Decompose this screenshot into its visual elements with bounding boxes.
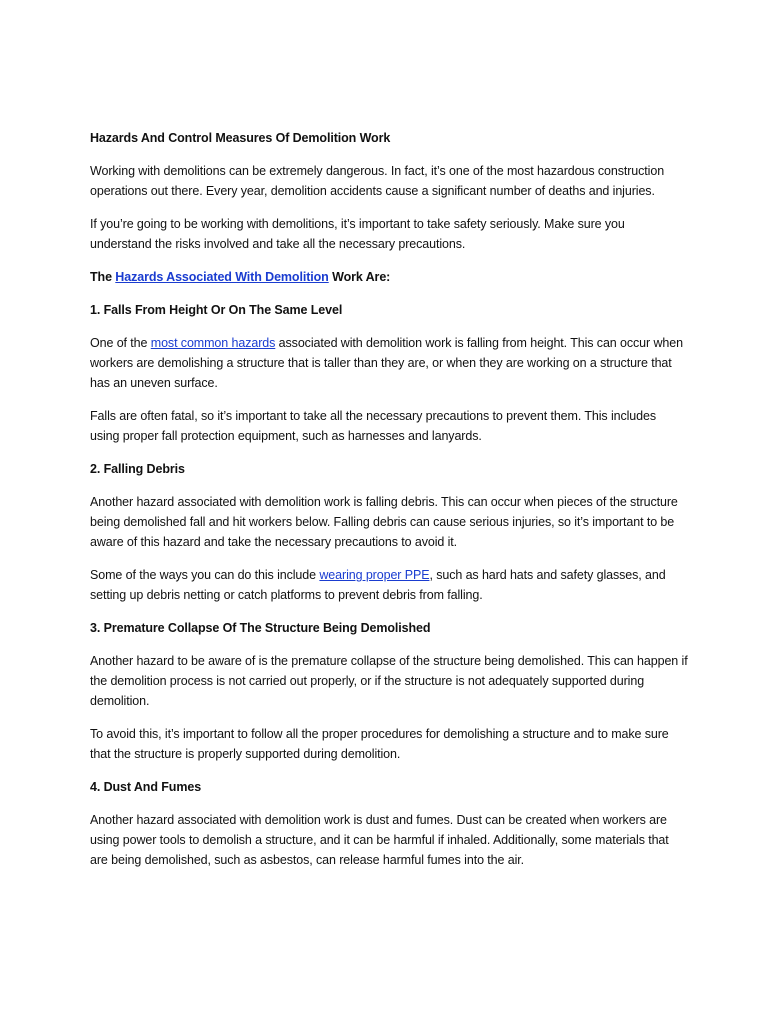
section-1-p1-suffix: associated with demolition work is falling from height. This can occur when workers are demolishing a structure that is taller than they are, or when they are working on a structure that has an uneven surface. — [90, 336, 683, 390]
section-2-paragraph-2 — [90, 565, 688, 605]
section-3-heading: 3. Premature Collapse Of The Structure Being Demolished — [90, 621, 431, 635]
document-title: Hazards And Control Measures Of Demolition Work — [90, 131, 391, 145]
intro-paragraph-1: Working with demolitions can be extremely dangerous. In fact, it’s one of the most hazardous construction operations out there. Every year, demolition accidents cause a significant number of deaths and injuries. — [90, 164, 665, 198]
section-3-paragraph-2: To avoid this, it’s important to follow all the proper procedures for demolishing a structure and to make sure that the structure is properly supported during demolition. — [90, 727, 669, 761]
section-3-paragraph-1: Another hazard to be aware of is the premature collapse of the structure being demolished. This can happen if the demolition process is not carried out properly, or if the structure is not adequately supported during demolition. — [90, 654, 688, 708]
section-2-heading: 2. Falling Debris — [90, 462, 185, 476]
section-2-paragraph-1: Another hazard associated with demolition work is falling debris. This can occur when pieces of the structure being demolished fall and hit workers below. Falling debris can cause serious injuries, so it’s important to be aware of this hazard and take the necessary precautions to avoid it. — [90, 495, 678, 549]
wearing-proper-ppe-link[interactable]: wearing proper PPE — [319, 568, 430, 582]
hazards-heading — [90, 267, 688, 287]
section-4-heading: 4. Dust And Fumes — [90, 780, 202, 794]
most-common-hazards-link[interactable]: most common hazards — [150, 336, 276, 350]
section-2-p2-suffix: , such as hard hats and safety glasses, and setting up debris netting or catch platforms to prevent debris from falling. — [90, 568, 666, 602]
section-4-paragraph-1: Another hazard associated with demolition work is dust and fumes. Dust can be created when workers are using power tools to demolish a structure, and it can be harmful if inhaled. Additionally, some materials that are being demolished, such as asbestos, can release harmful fumes into the air. — [90, 813, 669, 867]
section-1-paragraph-2: Falls are often fatal, so it’s important to take all the necessary precautions to prevent them. This includes using proper fall protection equipment, such as harnesses and lanyards. — [90, 409, 657, 443]
hazards-heading-prefix: The — [90, 270, 116, 284]
section-2-p2-prefix: Some of the ways you can do this include — [90, 568, 320, 582]
section-1-heading: 1. Falls From Height Or On The Same Level — [90, 303, 343, 317]
hazards-associated-link[interactable]: Hazards Associated With Demolition — [115, 270, 329, 284]
section-1-paragraph-1 — [90, 333, 688, 393]
section-1-p1-prefix: One of the — [90, 336, 151, 350]
intro-paragraph-2: If you’re going to be working with demolitions, it’s important to take safety seriously. Make sure you understand the risks involved and take all the necessary precautions. — [90, 217, 625, 251]
hazards-heading-suffix: Work Are: — [328, 270, 391, 284]
